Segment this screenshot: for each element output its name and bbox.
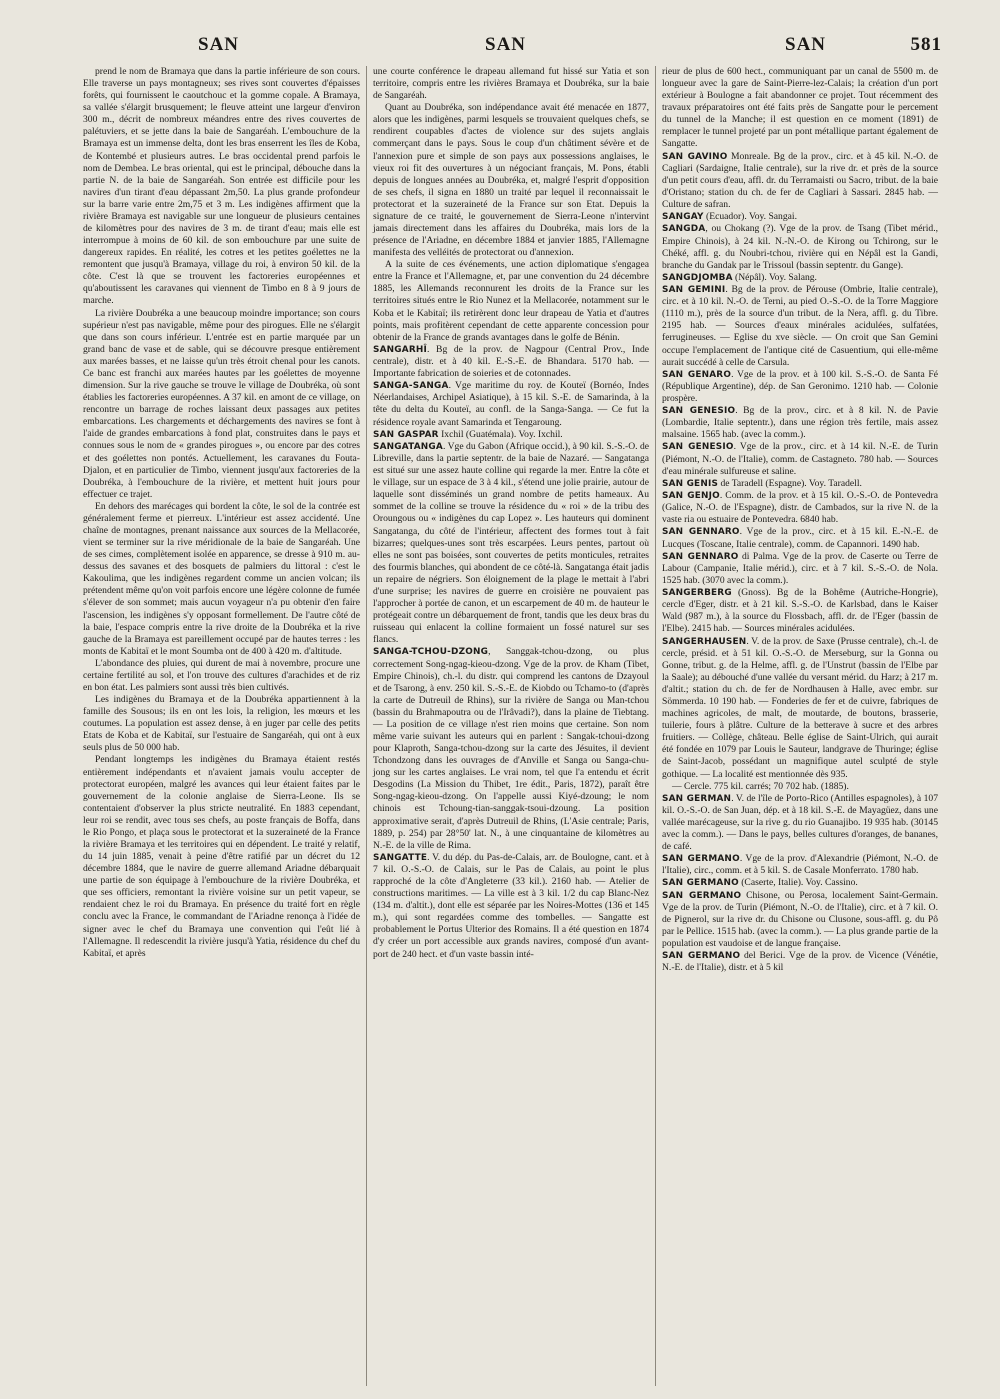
entry-text: Les indigènes du Bramaya et de la Doubréka appartiennent à la famille des Sousous; ils en ont les lois, la religion, les mœurs et les coutumes. La population est assez dense, à en juger par celle des petits Etats de Koba et de Kabitaï, sur l'estuaire de Sangaréah, qui ont à eux seuls plus de 50 000 hab. [83, 694, 360, 754]
entry-headword: SAN GERMANO [662, 878, 739, 889]
entry-text: A la suite de ces événements, une action diplomatique s'engagea entre la France et l'Allemagne, et, par une convention du 24 décembre 1885, les Allemands reconnurent les droits de la France sur les territoires situés entre le Rio Nunez et la Mellacorée, notamment sur le Koba et le Kabitaï; ils retirèrent donc leur drapeau de Yatia et d'autres points, mais profitèrent cependant de cette apparente concession pour obtenir de la France de grands avantages dans le golfe de Bénin. [373, 259, 649, 343]
entry-headword: SAN GASPAR [373, 429, 439, 440]
text-columns [77, 66, 945, 1386]
dictionary-entry [662, 793, 938, 854]
entry-text: (Népâl). Voy. Salang. [732, 271, 817, 283]
dictionary-entry [662, 950, 938, 974]
entry-text: Pendant longtemps les indigènes du Bramaya étaient restés entièrement indépendants et n'avaient jamais voulu accepter de protectorat européen, malgré les avances qui leur étaient faites par le gouvernement de la colonie anglaise de Sierra-Leone. Ils se contentaient d'observer la plus stricte neutralité. En 1883 cependant, leur roi se rendit, avec tous ses chefs, au poste français de Boffa, dans le Rio Pongo, et plaça sous le protectorat et la suzeraineté de la France la rivière Bramaya et les territoires qui en dépendent. Le traité y relatif, du 14 juin 1885, venait à peine d'être ratifié par un décret du 12 décembre 1884, que le navire de guerre allemand Ariadne débarquait une partie de son équipage à l'embouchure de la rivière Doubréka, et que ses officiers, remontant la rivière voisine sur un petit vapeur, se rendaient chez le roi du Bramaya. En présence du traité fort en règle conclu avec la France, le commandant de l'Ariadne renonça à l'idée de signer avec le chef du Bramaya une convention qui l'eût lié à l'Allemagne. Il redescendit la rivière jusqu'à Yatia, résidence du chef du Kabitaï, et après [83, 754, 360, 959]
text-paragraph [83, 501, 360, 658]
dictionary-entry [662, 151, 938, 212]
entry-headword: SAN GEMINI [662, 284, 726, 295]
dictionary-entry [662, 587, 938, 635]
dictionary-entry [373, 429, 649, 441]
entry-text: de Taradell (Espagne). Voy. Taradell. [718, 477, 862, 489]
entry-text: . Bg de la prov., circ. et à 8 kil. N. de Pavie (Lombardie, Italie septentr.), dans une région très fertile, mais assez malsaine. 1565 hab. (avec la comm.). [662, 405, 938, 441]
entry-headword: SANGAY [662, 212, 704, 223]
entry-text: . Comm. de la prov. et à 15 kil. O.-S.-O. de Pontevedra (Galice, N.-O. de l'Espagne), distr. de Cambados, sur la rive N. de la vaste ria ou estuaire de Pontevedra. 6840 hab. [662, 490, 938, 526]
dictionary-entry [662, 478, 938, 490]
entry-text: (Gnoss). Bg de la Bohême (Autriche-Hongrie), cercle d'Eger, distr. et à 21 kil. S.-S.-O. de Karlsbad, dans le Kaiser Wald (987 m.), à la source du Flossbach, affl. dr. de l'Eger (bassin de l'Elbe). 2415 hab. — Sources minérales acidulées. [662, 587, 938, 635]
column-3 [655, 66, 944, 1386]
dictionary-entry [662, 211, 938, 223]
dictionary-entry [373, 852, 649, 961]
text-paragraph [83, 754, 360, 959]
text-paragraph [83, 308, 360, 501]
entry-headword: SAN GENESIO [662, 442, 734, 453]
entry-text: Chisone, ou Perosa, localement Saint-Germain. Vge de la prov. de Turin (Piémont, N.-O. de l'Italie), circ. et à 7 kil. O. de Pignerol, sur la rive dr. du Chisone ou Clusone, sous-affl. g. du Pô par le Pellice. 1515 hab. (avec la comm.). — La plus grande partie de la population est vaudoise et de langue française. [662, 889, 938, 950]
entry-text: L'abondance des pluies, qui durent de mai à novembre, procure une certaine fertilité au sol, et l'on trouve des cultures d'arachides et de riz en bon état. Les palmiers sont aussi très bien cultivés. [83, 657, 360, 693]
entry-headword: SANGDA [662, 224, 706, 235]
dictionary-entry [662, 526, 938, 550]
text-paragraph [662, 66, 938, 151]
column-2 [366, 66, 655, 1386]
dictionary-entry [662, 369, 938, 405]
running-head-center: SAN [485, 34, 527, 55]
entry-text: rieur de plus de 600 hect., communiquant par un canal de 5500 m. de longueur avec la gare de Saint-Pierre-lez-Calais; la création d'un port extérieur à Boulogne a fait abandonner ce projet. Tout récemment des travaux préparatoires ont été faits près de Sangatte pour le percement du tunnel de la Manche; il est question en ce moment (1891) de remplacer le tunnel projeté par un pont métallique partant également de Sangatte. [662, 66, 938, 150]
entry-text: . Vge de la prov. et à 100 kil. S.-S.-O. de Santa Fé (République Argentine), dép. de San Geronimo. 1210 hab. — Colonie prospère. [662, 368, 938, 404]
entry-text: . Vge du Gabon (Afrique occid.), à 90 kil. S.-S.-O. de Libreville, dans la partie septentr. de la baie de Nazaré. — Sangatanga est situé sur une assez haute colline qui regarde la mer. Entre la côte et le village, sur un espace de 3 à 4 kil., s'étend une jolie prairie, autour de laquelle sont disséminés un grand nombre de petits hameaux. Au sommet de la colline se trouve la résidence du « roi » de la tribu des Oroungous ou « indigènes du cap Lopez ». Les hauteurs qui dominent Sangatanga, du côté de l'intérieur, affectent des formes tout à fait bizarres; quelques-unes sont très escarpées. Leurs pentes, partout où elles ne sont pas boisées, sont couvertes de petits monticules, retraites des fourmis blanches, qui abondent de ce côté-là. Sangatanga était jadis un repaire de négriers. Son éloignement de la plage le mettait à l'abri d'une surprise; les navires de guerre en croisière ne pouvaient pas l'approcher à portée de canon, et un escarpement de 40 m. de hauteur le protégeait contre un débarquement de front, tandis que les deux bras du ruisseau qui enlacent la colline formaient un fossé naturel sur ses flancs. [373, 440, 649, 646]
text-paragraph [83, 66, 360, 308]
entry-text: . Vge de la prov., circ. et à 14 kil. N.-E. de Turin (Piémont, N.-O. de l'Italie), comm. de Castagneto. 780 hab. — Sources d'eau minérale sulfureuse et saline. [662, 441, 938, 477]
text-paragraph [373, 259, 649, 344]
entry-text: , ou Chokang (?). Vge de la prov. de Tsang (Tibet mérid., Empire Chinois), à 24 kil. N.-N.-O. de Kirong ou Tchirong, sur le Chéké, affl. g. du Noubri-tchou, rivière qui en Népâl est la Gandi, branche du Gandak par le Trissoul (bassin septentr. du Gange). [662, 223, 938, 271]
entry-headword: SAN GERMANO [662, 951, 741, 962]
dictionary-entry [373, 646, 649, 851]
running-head-left: SAN [198, 34, 240, 55]
entry-headword: SAN GENNARO [662, 527, 740, 538]
entry-text: . Vge maritime du roy. de Kouteï (Bornéo, Indes Néerlandaises, Archipel Asiatique), à 15 kil. S.-E. de Samarinda, à la tête du delta du Kouteï, au confl. de la Sanga-Sanga. — Ce fut la résidence royale avant Samarinda et Tengaroung. [373, 380, 649, 428]
entry-headword: SAN GENNARO [662, 551, 739, 562]
entry-headword: SANGATTE [373, 852, 428, 863]
entry-text: . V. de la prov. de Saxe (Prusse centrale), ch.-l. de cercle, présid. et à 51 kil. O.-S.-O. de Merseburg, sur la Gonna ou Gonne, tribut. g. de la Helme, affl. g. de l'Unstrut (bassin de l'Elbe par la Saale); au débouché d'une vallée du versant mérid. du Harz; à 217 m. d'altit.; station du ch. de fer de Nordhausen à Halle, avec embr. sur Sömmerda. 10 190 hab. — Fonderies de fer et de cuivre, fabriques de machines agricoles, de malt, de moutarde, de boutons, brasserie, tuilerie, fours à plâtre. Culture de la betterave à sucre et des arbres fruitiers. — Collège, château. Belle église de Saint-Ulrich, qui aurait été fondée en 1079 par Louis le Sauteur, landgrave de Thuringe; église de Saint-Jacob, possédant un magnifique autel sculpté de style gothique. — La localité est mentionnée dès 935. [662, 635, 938, 780]
entry-text: . V. du dép. du Pas-de-Calais, arr. de Boulogne, cant. et à 7 kil. O.-S.-O. de Calais, sur le Pas de Calais, au point le plus rapproché de la côte d'Angleterre (33 kil.). 2160 hab. — Atelier de constructions maritimes. — La ville est à 3 kil. 1/2 du cap Blanc-Nez (134 m. d'altit.), dont elle est séparée par les Noires-Mottes (136 et 145 m.), qui sont regardées comme des tombelles. — Sangatte est probablement le Portus Ulterior des Romains. Il a été question en 1874 d'y créer un port accessible aux grands navires, composé d'un avant-port de 240 hect. et d'un vaste bassin inté- [373, 851, 649, 960]
entry-headword: SANGA-SANGA [373, 381, 449, 392]
entry-headword: SAN GERMANO [662, 890, 742, 901]
entry-headword: SAN GENJO [662, 491, 720, 501]
entry-headword: SANGATANGA [373, 441, 443, 452]
text-paragraph [83, 694, 360, 754]
dictionary-entry [662, 223, 938, 271]
dictionary-entry [662, 551, 938, 587]
entry-text: , Sanggak-tchou-dzong, ou plus correctement Song-ngag-kieou-dzong. Vge de la prov. de Kham (Tibet, Empire Chinois), ch.-l. du distr. qui comprend les cantons de Dzayoul et de Tsarong, à env. 250 kil. S.-S.-E. de Kiobdo ou Tchamo-to (d'après la carte de Dutreuil de Rhins), sur la rivière de Sanga ou Man-tchou (bassin du Brahmapoutra ou de l'Irâvadi?), dans la plaine de Tiebtang. — La position de ce village n'est rien moins que certaine. Son nom même varie suivant les auteurs qui en parlent : Sangak-tchoui-dzong pour Klaproth, Sanga-tchou-dzong sur la carte des Jésuites, il devient Tchondzong dans les ouvrages de d'Anville et Sanga ou Sanga-chu-jong sur les cartes anglaises. Le vrai nom, tel que l'a entendu et écrit Desgodins (La Mission du Thibet, 1re édit., Paris, 1872), paraît être Song-ngag-kieou-dzong. On l'appelle aussi Kiyé-dzoung; le nom chinois est Tchoung-tian-sanggak-tsoui-dzoung. La position approximative serait, d'après Dutreuil de Rhins, (L'Asie centrale; Paris, 1889, p. 254) par 28°50' lat. N., à une cinquantaine de kilomètres au N.-E. de la ville de Rima. [373, 646, 649, 851]
entry-headword: SANGERBERG [662, 588, 732, 599]
dictionary-entry [662, 490, 938, 526]
entry-headword: SAN GAVINO [662, 151, 728, 162]
dictionary-entry [662, 853, 938, 877]
entry-text: (Ecuador). Voy. Sangai. [703, 211, 797, 223]
entry-text: prend le nom de Bramaya que dans la partie inférieure de son cours. Elle traverse un pays montagneux; ses rives sont couvertes d'épaisses forêts, qui fournissent le caoutchouc et la gomme copale. A Bramaya, sa vallée s'élargit brusquement; le fleuve atteint une largeur d'environ 300 m., décrit de nombreux méandres entre des rives couvertes de palétuviers, et se jette dans la baie de Sangaréah. L'embouchure de la Bramaya est un immense delta, dont les bras enserrent les îles de Koba, de Kontembé et plusieurs autres. Le bras occidental prend parfois le nom de Dembea. Le bras oriental, qui est le principal, débouche dans la partie N. de la baie de Sangaréah. Son entrée est difficile pour les navires d'un tirant d'eau dépassant 2m,50. La plus grande profondeur sur la barre varie entre 2m,75 et 3 m. Les indigènes affirment que la rivière Bramaya est navigable sur une longueur de plusieurs centaines de kilomètres pour des navires de 3 m. de tirant d'eau; mais elle est interrompue à moins de 60 kil. de son embouchure par une suite de dangereux rapides. En réalité, les cotres et les petites goélettes ne la remontent que jusqu'à Bramaya, village du roi, à environ 50 kil. de la côte. C'est là que se trouvent les factoreries européennes et qu'aboutissent les caravanes qui viennent de Timbo en 8 à 9 jours de marche. [83, 66, 360, 307]
entry-text: . Bg de la prov. de Pérouse (Ombrie, Italie centrale), circ. et à 10 kil. N.-O. de Terni, au pied O.-S.-O. de la Torre Maggiore (1110 m.), près de la source d'un tribut. de la Nera, affl. g. du Tibre. 2195 hab. — Sources d'eaux minérales acidulées, sulfatées, ferrugineuses. — Eglise du xve siècle. — On croit que San Gemini occupe l'emplacement de l'antique cité de Casuentium, qui elle-même aurait succédé à celle de Carsula. [662, 283, 938, 368]
entry-headword: SANGERHAUSEN [662, 636, 747, 647]
entry-headword: SAN GENESIO [662, 406, 736, 417]
entry-text: . V. de l'île de Porto-Rico (Antilles espagnoles), à 107 kil. O.-S.-O. de San Juan, dép. et à 18 kil. S.-E. de Mayagüez, dans une vallée marécageuse, sur la rive g. du rio Guanajibo. 19 935 hab. (30145 avec la comm.). — Dans le pays, belles cultures d'oranges, de bananes, de café. [662, 792, 938, 853]
entry-text: (Caserte, Italie). Voy. Cassino. [738, 877, 858, 889]
entry-text: di Palma. Vge de la prov. de Caserte ou Terre de Labour (Campanie, Italie mérid.), circ. et à 7 kil. S.-S.-O. de Nola. 1525 hab. (3070 avec la comm.). [662, 550, 938, 586]
entry-text: Ixchil (Guatémala). Voy. Ixchil. [438, 428, 563, 440]
running-head [0, 34, 1000, 60]
entry-headword: SANGARHÎ [373, 344, 428, 355]
text-paragraph [662, 781, 938, 793]
entry-headword: SAN GERMANO [662, 854, 740, 865]
entry-headword: SANGDJOMBA [662, 272, 733, 283]
entry-text: del Berici. Vge de la prov. de Vicence (Vénétie, N.-E. de l'Italie), distr. et à 5 kil [662, 950, 938, 974]
text-paragraph [373, 102, 649, 259]
entry-headword: SANGA-TCHOU-DZONG [373, 647, 489, 658]
dictionary-entry [373, 380, 649, 428]
dictionary-entry [662, 284, 938, 369]
entry-headword: SAN GERMAN [662, 793, 732, 804]
column-1 [77, 66, 366, 1386]
dictionary-entry [373, 344, 649, 380]
entry-text: La rivière Doubréka a une beaucoup moindre importance; son cours supérieur n'est pas navigable, même pour des pirogues. Elle ne s'élargit que dans son cours inférieur. L'entrée est en partie marquée par un grand banc de vase et de sable, qui se découvre presque entièrement aux marées basses, et ne laisse qu'un très étroit chenal pour les canots. Ce banc est franchi aux marées hautes par les goélettes de moyenne dimension. Sur la rive gauche se trouve le village de Doubréka, où sont établies les factoreries européennes. A 37 kil. en amont de ce village, on rencontre un barrage de roches laissant deux passages aux petites embarcations. Les chargements et déchargements des navires se font à l'aide de grandes embarcations à fond plat, construites dans le pays et connues sous le nom de « grandes pirogues », ou encore par des cotres et des goélettes non pontés. Actuellement, les caravanes du Fouta-Djalon, et en particulier de Timbo, viennent jusqu'aux factoreries de la Doubréka, à l'embouchure de la rivière, et mettent huit jours pour effectuer ce trajet. [83, 307, 360, 500]
entry-headword: SAN GENIS [662, 478, 719, 489]
entry-text: — Cercle. 775 kil. carrés; 70 702 hab. (1885). [672, 780, 849, 792]
entry-text: . Bg de la prov. de Nagpour (Central Prov., Inde centrale), distr. et à 40 kil. E.-S.-E. de Bhandara. 5170 hab. — Importante fabrication de soieries et de cotonnades. [373, 343, 649, 380]
entry-text: Quant au Doubréka, son indépendance avait été menacée en 1877, alors que les indigènes, parmi lesquels se trouvaient quelques chefs, se rendirent coupables d'actes de violence sur des sujets anglais commerçant dans le pays. Sous le coup d'un châtiment sévère et de l'annexion pure et simple de son pays aux possessions anglaises, le vieux roi fit des ouvertures à un négociant français, M. Pons, établi depuis de longues années au Doubréka, et, malgré l'esprit d'opposition de ses chefs, il signa en 1880 un traité par lequel il reconnaissait le protectorat et la suzeraineté de la France sur son Etat. Depuis la signature de ce traité, le gouvernement de Sierra-Leone n'intervint jamais directement dans les affaires du Doubréka, mais lors de la présence de l'Ariadne, en décembre 1884 et janvier 1885, l'Allemagne manifesta des velléités de protectorat ou d'annexion. [373, 102, 649, 259]
dictionary-entry [662, 441, 938, 477]
dictionary-entry [662, 877, 938, 889]
text-paragraph [83, 658, 360, 694]
dictionary-entry [373, 441, 649, 646]
entry-text: . Vge de la prov. d'Alexandrie (Piémont, N.-O. de l'Italie), circ., comm. et à 5 kil. S. de Casale Monferrato. 1780 hab. [662, 853, 938, 877]
entry-text: . Vge de la prov., circ. et à 15 kil. E.-N.-E. de Lucques (Toscane, Italie centrale), comm. de Capannori. 1490 hab. [662, 526, 938, 550]
dictionary-entry [662, 890, 938, 951]
entry-text: une courte conférence le drapeau allemand fut hissé sur Yatia et son territoire, compris entre les rivières Bramaya et Doubréka, sur la baie de Sangaréah. [373, 66, 649, 102]
entry-text: En dehors des marécages qui bordent la côte, le sol de la contrée est généralement ferme et pierreux. L'intérieur est assez accidenté. Une chaîne de montagnes, prenant naissance aux sources de la Mellacorée, vient se terminer sur la rive méridionale de la baie de Sangaréah. Une de ses cimes, complètement isolée en apparence, se dresse à 910 m. au-dessus des savanes et des bosquets de palmiers du littoral : c'est le Kakoulima, que les indigènes regardent comme un ancien volcan; ils prétendent même qu'on voit parfois encore une légère colonne de fumée s'élever de son sommet; mais aucun voyageur n'a pu obtenir d'en faire l'ascension, les indigènes s'y opposant formellement. De l'autre côté de la baie, l'espace compris entre la rive droite de la Doubréka et la rive gauche de la Bramaya est pareillement occupé par de hautes terres : les monts de Kabitaï et le mont Soumba ont de 400 à 420 m. d'altitude. [83, 500, 360, 657]
running-head-right: SAN [785, 34, 827, 55]
page-number: 581 [910, 34, 942, 55]
dictionary-entry [662, 272, 938, 284]
dictionary-entry [662, 636, 938, 781]
entry-headword: SAN GENARO [662, 369, 732, 380]
dictionary-entry [662, 405, 938, 441]
entry-text: Monreale. Bg de la prov., circ. et à 45 kil. N.-O. de Cagliari (Sardaigne, Italie centrale), sur la rive dr. et près de la source d'un petit cours d'eau, affl. dr. du Terramaisti ou Sacro, tribut. de la baie d'Oristano; station du ch. de fer de Cagliari à Sassari. 2845 hab. — Culture de safran. [662, 150, 938, 210]
text-paragraph [373, 66, 649, 102]
